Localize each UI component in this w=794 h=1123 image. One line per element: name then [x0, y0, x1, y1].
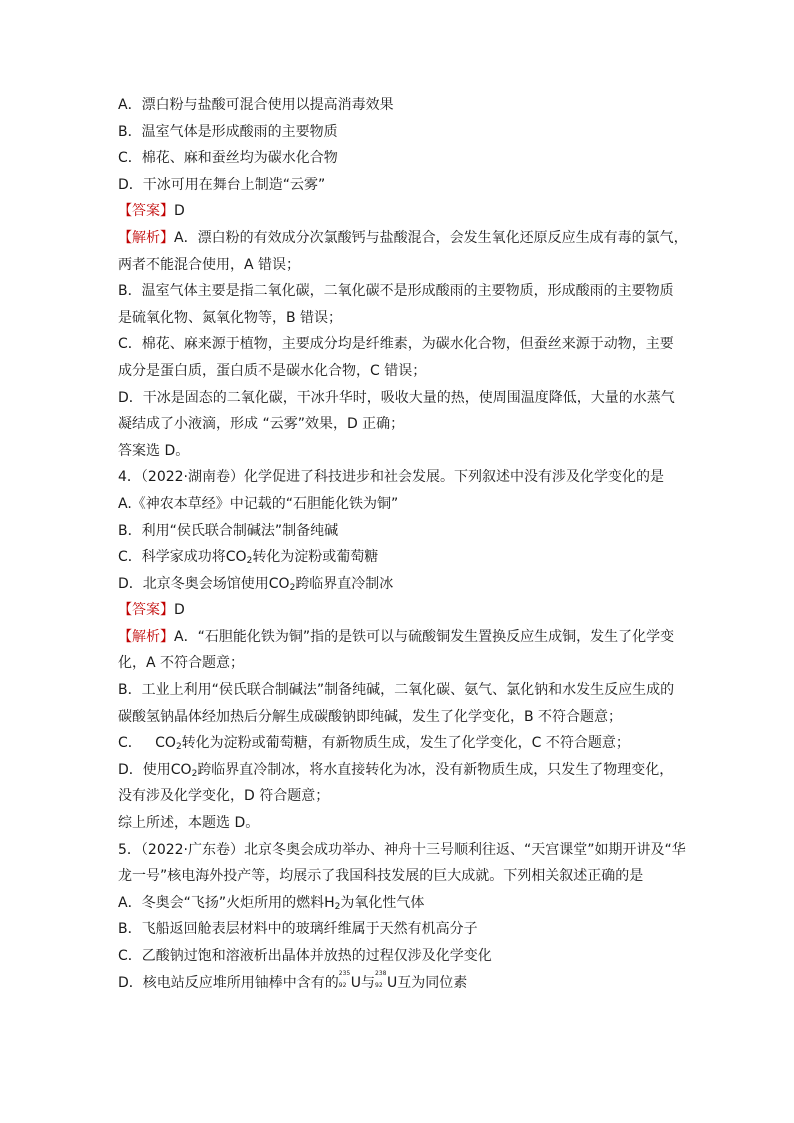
- q3-analysis-b-line1: B．温室气体主要是指二氧化碳，二氧化碳不是形成酸雨的主要物质，形成酸雨的主要物质: [118, 283, 674, 300]
- isotope-238-label: 238 92: [375, 969, 387, 989]
- q4-analysis-a-line1: 【解析】A．“石胆能化铁为铜”指的是铁可以与硫酸铜发生置换反应生成铜，发生了化学变: [118, 628, 675, 645]
- q4-answer-value: D: [174, 602, 185, 619]
- q4-analysis-b-line1: B．工业上利用“侯氏联合制碱法”制备纯碱，二氧化碳、氨气、氯化钠和水发生反应生成的: [118, 682, 675, 699]
- q4-option-a: A.《神农本草经》中记载的“石胆能化铁为铜”: [118, 495, 399, 512]
- q3-analysis-a-line1: 【解析】A．漂白粉的有效成分次氯酸钙与盐酸混合，会发生氧化还原反应生成有毒的氯气，: [118, 229, 688, 246]
- q3-option-d: D．干冰可用在舞台上制造“云雾”: [118, 176, 326, 193]
- q4-option-d: D．北京冬奥会场馆使用$CO_2$跨临界直冷制冰: [118, 575, 394, 593]
- q4-analysis-d-line1: D．使用$CO_2$跨临界直冷制冰，将水直接转化为冰，没有新物质生成，只发生了物理变化，: [118, 761, 674, 779]
- q3-option-a: A．漂白粉与盐酸可混合使用以提高消毒效果: [118, 97, 394, 113]
- q4-answer: [118, 597, 688, 624]
- q4-stem: 4．（2022·湖南卷）化学促进了科技进步和社会发展。下列叙述中没有涉及化学变化的是: [118, 469, 664, 486]
- uranium-symbol: U: [387, 974, 398, 991]
- co2-formula: $CO_2$: [155, 735, 182, 753]
- question-content: [118, 92, 688, 996]
- q3-analysis-d-line2: 凝结成了小液滴，形成 “云雾”效果，D 正确；: [118, 416, 405, 433]
- q3-conclusion: 答案选 D。: [118, 442, 190, 459]
- analysis-label: 【解析】: [118, 628, 174, 645]
- q4-analysis-c: C． $CO_2$转化为淀粉或葡萄糖，有新物质生成，发生了化学变化，C 不符合题意；: [118, 735, 630, 753]
- q5-option-a: A．冬奥会“飞扬”火炬所用的燃料$H_2$为氧化性气体: [118, 894, 425, 912]
- q5-stem-line1: 5．（2022·广东卷）北京冬奥会成功举办、神舟十三号顺利往返、“天宫课堂”如期开讲及“华: [118, 841, 686, 858]
- answer-label: 【答案】: [118, 602, 174, 619]
- q3-answer-value: D: [174, 203, 185, 220]
- q4-analysis-d-line2: 没有涉及化学变化，D 符合题意；: [118, 788, 330, 805]
- q3-analysis-d-line1: D．干冰是固态的二氧化碳，干冰升华时，吸收大量的热，使周围温度降低，大量的水蒸气: [118, 389, 675, 406]
- q4-analysis-b-line2: 碳酸氢钠晶体经加热后分解生成碳酸钠即纯碱，发生了化学变化，B 不符合题意；: [118, 708, 623, 725]
- q4-option-b: B．利用“侯氏联合制碱法”制备纯碱: [118, 522, 339, 539]
- q3-analysis-c-line1: C．棉花、麻来源于植物，主要成分均是纤维素，为碳水化合物，但蚕丝来源于动物，主要: [118, 336, 674, 353]
- q3-analysis-a-line2: 两者不能混合使用，A 错误；: [118, 256, 301, 273]
- answer-label: 【答案】: [118, 203, 174, 220]
- q5-option-b: B．飞船返回舱表层材料中的玻璃纤维属于天然有机高分子: [118, 921, 478, 938]
- q3-answer: [118, 198, 688, 225]
- q3-option-b: B．温室气体是形成酸雨的主要物质: [118, 123, 338, 140]
- co2-formula: $CO_2$: [225, 549, 253, 567]
- q5-stem-line2: 龙一号”核电海外投产等，均展示了我国科技发展的巨大成就。下列相关叙述正确的是: [118, 868, 644, 885]
- q3-analysis-b-line2: 是硫氧化物、氮氧化物等，B 错误；: [118, 309, 343, 326]
- isotope-235-label: 235 92: [338, 969, 351, 989]
- co2-formula: $CO_2$: [268, 575, 296, 593]
- q3-analysis-c-line2: 成分是蛋白质，蛋白质不是碳水化合物，C 错误；: [118, 362, 427, 379]
- q4-option-c: C．科学家成功将$CO_2$转化为淀粉或葡萄糖: [118, 549, 379, 567]
- q3-option-c: C．棉花、麻和蚕丝均为碳水化合物: [118, 150, 338, 167]
- co2-formula: $CO_2$: [170, 761, 198, 779]
- q5-option-d: D．核电站反应堆所用铀棒中含有的 235 92 U与 238 92 U互为同位素: [118, 969, 468, 991]
- analysis-label: 【解析】: [118, 229, 174, 246]
- q4-analysis-a-line2: 化，A 不符合题意；: [118, 655, 245, 672]
- uranium-symbol: U: [350, 974, 362, 991]
- h2-formula: $H_2$: [324, 894, 341, 912]
- q5-option-c: C．乙酸钠过饱和溶液析出晶体并放热的过程仅涉及化学变化: [118, 948, 492, 964]
- q4-conclusion: 综上所述，本题选 D。: [118, 815, 260, 832]
